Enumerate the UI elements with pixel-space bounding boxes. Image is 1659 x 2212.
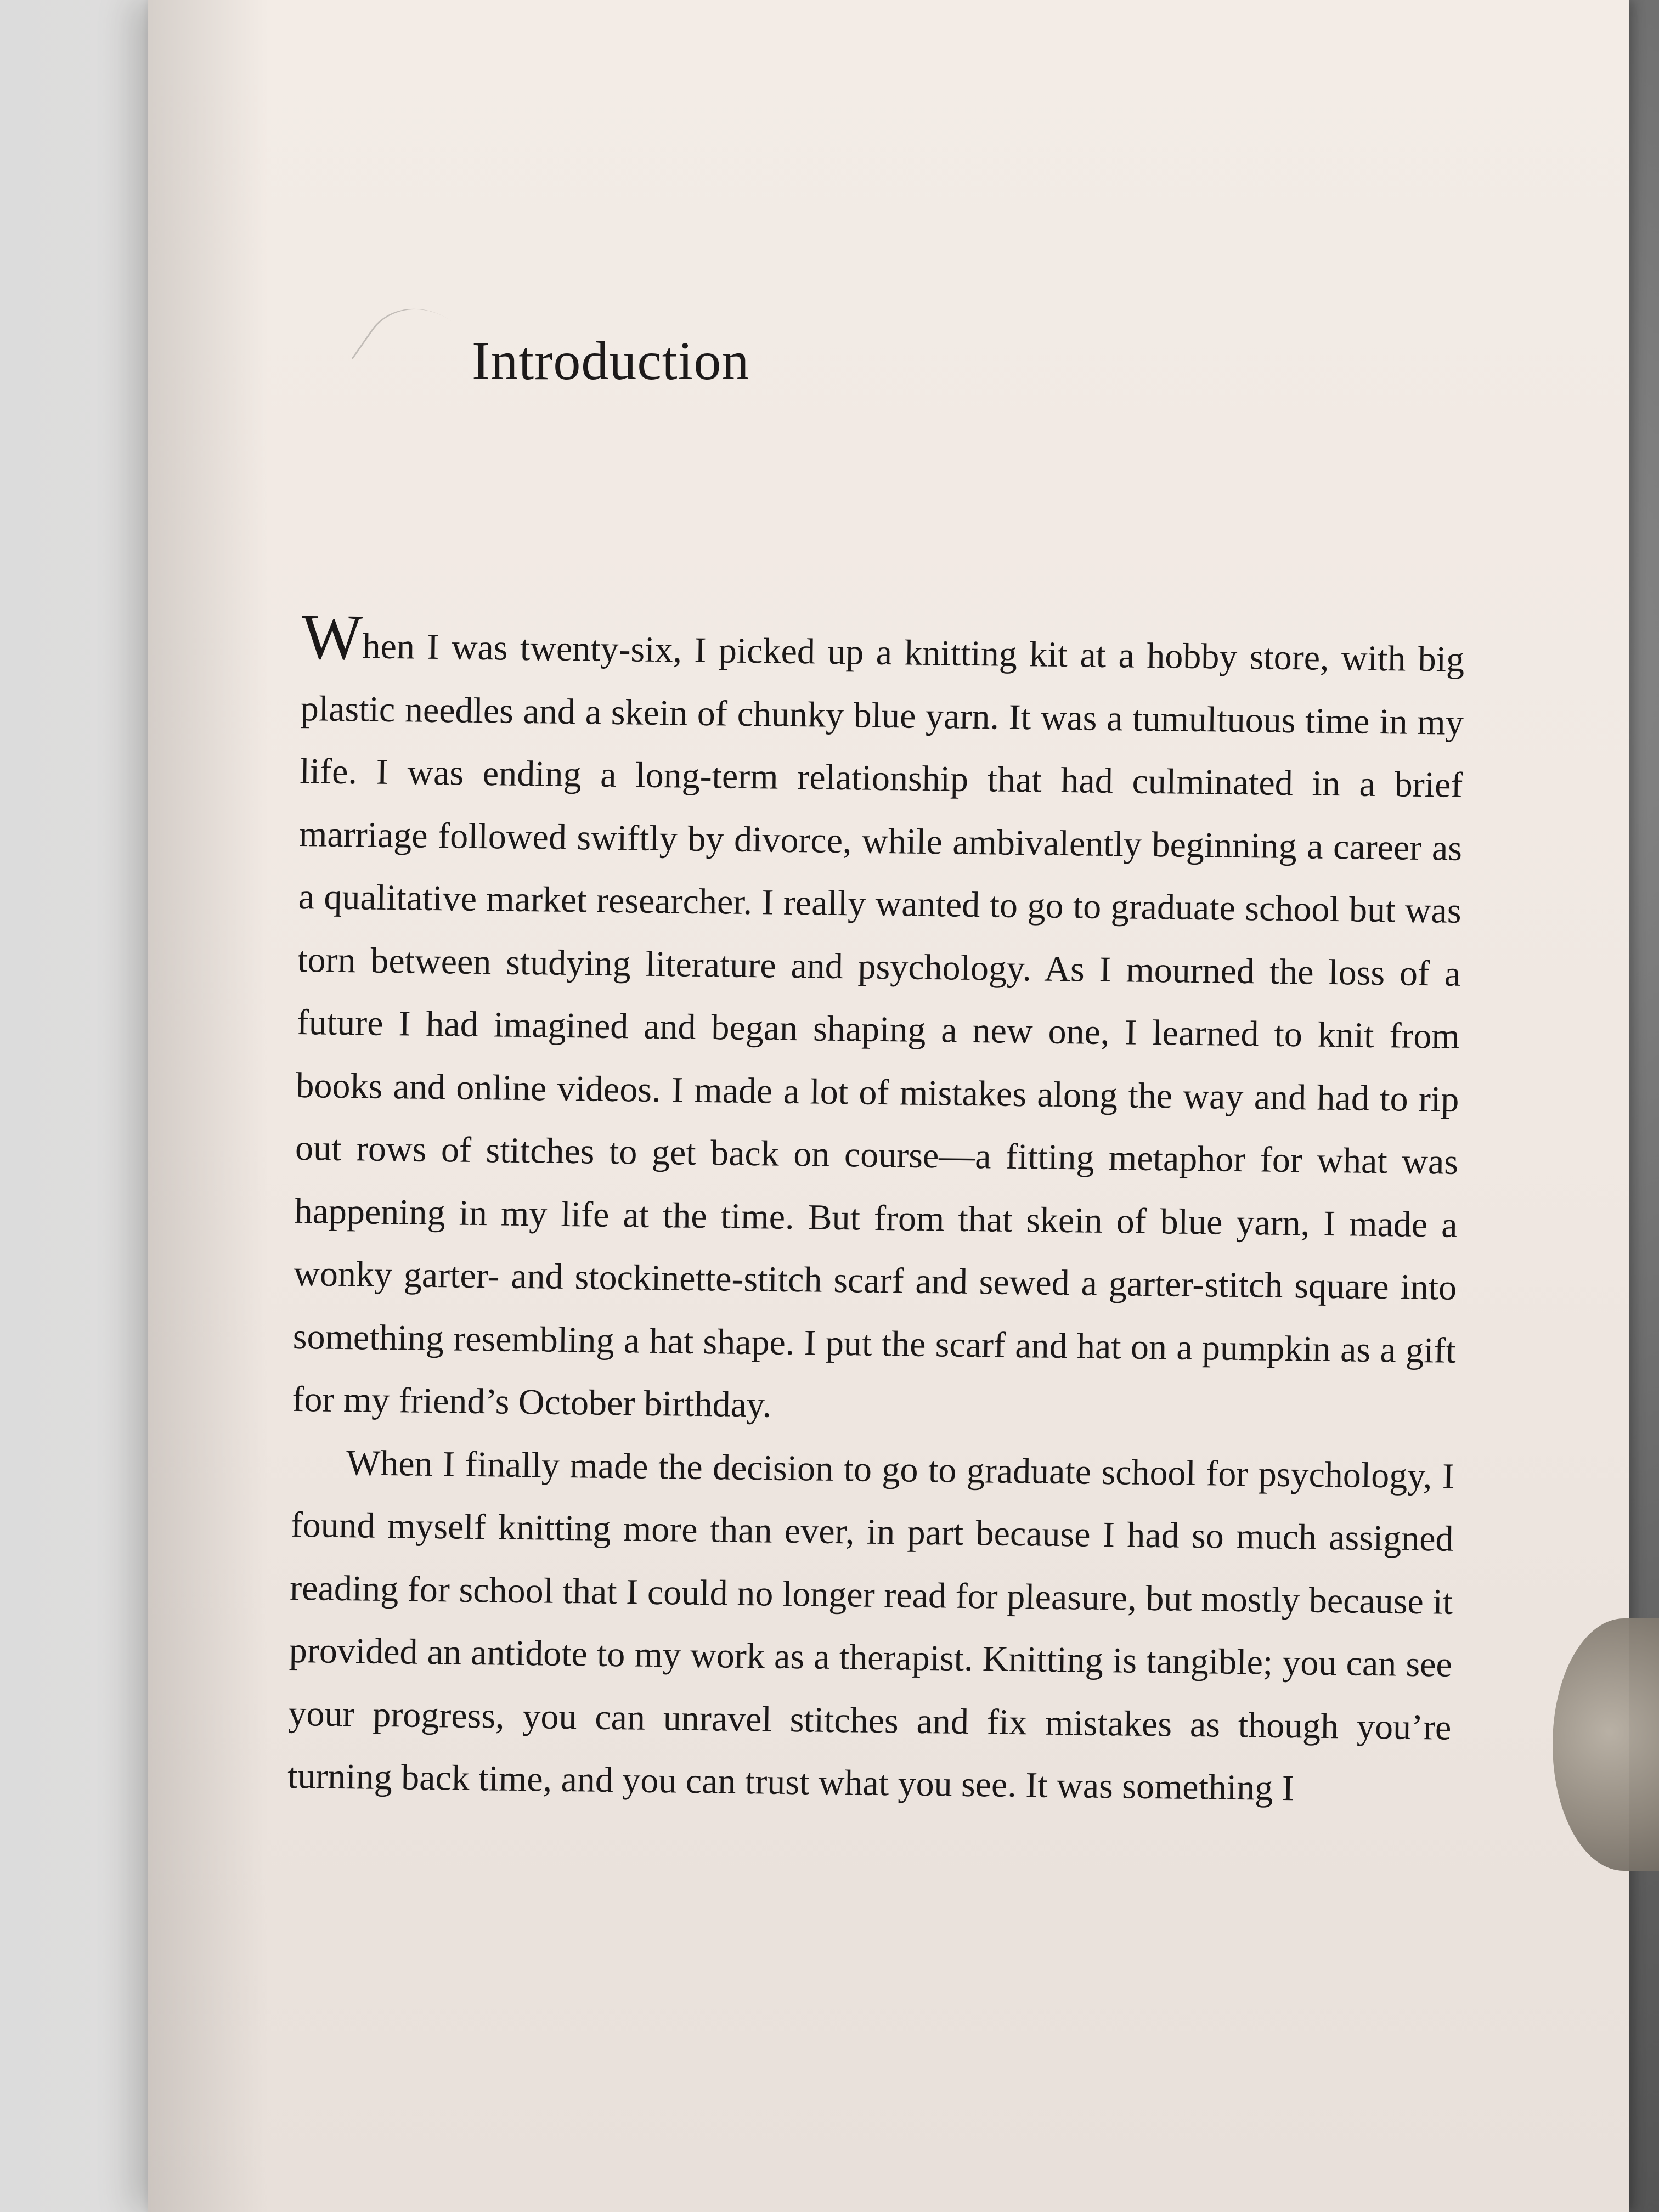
paragraph-1-text: hen I was twenty-six, I picked up a knitting kit at a hobby store, with big plastic needles and a skein of chunky blue yarn. It was a tumultuous time in my life. I was ending a long-term relationship that had culminated in a brief marriage followed swiftly by divorce, while ambivalently beginning a career as a qualitative market researcher. I really wanted to go to graduate school but was torn between studying literature and psychology. As I mourned the loss of a future I had imagined and began shaping a new one, I learned to knit from books and online videos. I made a lot of mistakes along the way and had to rip out rows of stitches to get back on course—a fitting metaphor for what was happening in my life at the time. But from that skein of blue yarn, I made a wonky garter- and stockinette-stitch scarf and sewed a garter-stitch square into something resembling a hat shape. I put the scarf and hat on a pumpkin as a gift for my friend’s October birthday. — [292, 626, 1465, 1425]
body-text — [287, 601, 1465, 1822]
paragraph-2: When I finally made the decision to go to graduate school for psychology, I found myself knitting more than ever, in part because I had so much assigned reading for school that I could no longer read for pleasure, but mostly because it provided an antidote to my work as a therapist. Knitting is tangible; you can see your progress, you can unravel stitches and fix mistakes as though you’re turning back time, and you can trust what you see. It was something I — [287, 1442, 1455, 1809]
chapter-title: Introduction — [472, 330, 750, 391]
page-crease — [352, 286, 484, 416]
drop-cap: W — [301, 601, 363, 674]
paragraph-1 — [292, 601, 1465, 1445]
